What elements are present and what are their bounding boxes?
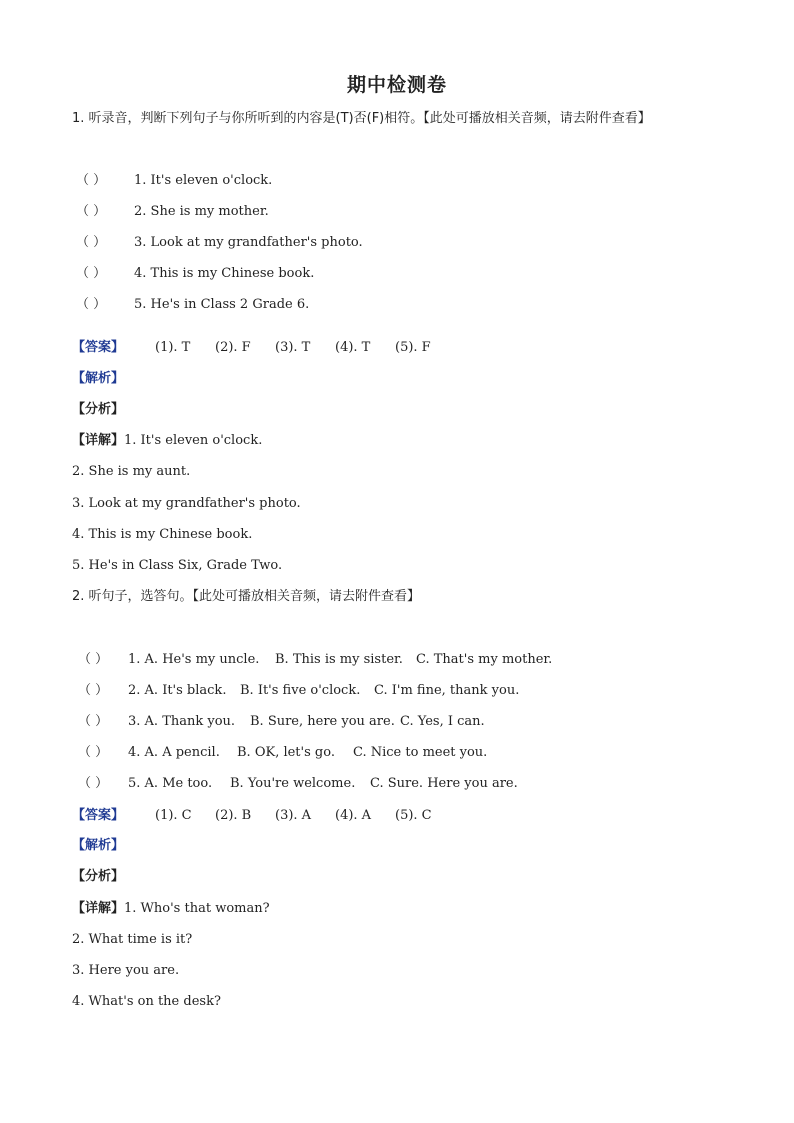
answer-paren[interactable]: （ ） (76, 204, 107, 219)
answer-value: (1). T (155, 340, 191, 355)
option-b: B. OK, let's go. (237, 745, 335, 760)
detail-text: 4. What's on the desk? (72, 994, 221, 1009)
page-title: 期中检测卷 (346, 74, 447, 96)
option-c: C. Sure. Here you are. (370, 776, 518, 791)
q2-answer-row (72, 808, 472, 824)
answer-paren[interactable]: （ ） (78, 714, 109, 729)
option-b: B. This is my sister. (275, 652, 403, 667)
list-item (78, 652, 638, 668)
detail-text: 1. It's eleven o'clock. (124, 433, 263, 448)
answer-value: (3). A (275, 808, 312, 823)
option-a: 1. A. He's my uncle. (128, 652, 260, 667)
option-c: C. I'm fine, thank you. (374, 683, 520, 698)
list-item (78, 683, 638, 699)
detail-tag: 【详解】 (72, 433, 125, 448)
detail-tag: 【详解】 (72, 901, 125, 916)
option-c: C. That's my mother. (416, 652, 553, 667)
answer-paren[interactable]: （ ） (78, 683, 109, 698)
detail-text: 3. Look at my grandfather's photo. (72, 496, 301, 511)
answer-paren[interactable]: （ ） (76, 266, 107, 281)
option-a: 3. A. Thank you. (128, 714, 236, 729)
answer-paren[interactable]: （ ） (76, 173, 107, 188)
detail-text: 3. Here you are. (72, 963, 180, 978)
answer-tag: 【答案】 (72, 340, 125, 355)
q2-heading: 2. 听句子，选答句。【此处可播放相关音频，请去附件查看】 (72, 589, 421, 604)
answer-paren[interactable]: （ ） (76, 297, 107, 312)
detail-text: 2. She is my aunt. (72, 464, 191, 479)
option-a: 4. A. A pencil. (128, 745, 220, 760)
answer-value: (4). A (335, 808, 372, 823)
fenxi-tag: 【分析】 (72, 402, 125, 417)
answer-value: (5). F (395, 340, 431, 355)
option-c: C. Nice to meet you. (353, 745, 488, 760)
option-a: 5. A. Me too. (128, 776, 213, 791)
answer-value: (2). F (215, 340, 251, 355)
list-item (78, 714, 638, 730)
answer-value: (5). C (395, 808, 432, 823)
answer-paren[interactable]: （ ） (76, 235, 107, 250)
item-text: 1. It's eleven o'clock. (134, 173, 273, 188)
detail-text: 2. What time is it? (72, 932, 193, 947)
detail-text: 4. This is my Chinese book. (72, 527, 253, 542)
answer-paren[interactable]: （ ） (78, 745, 109, 760)
detail-text: 5. He's in Class Six, Grade Two. (72, 558, 283, 573)
answer-tag: 【答案】 (72, 808, 125, 823)
q1-answer-row (72, 340, 472, 356)
item-text: 4. This is my Chinese book. (134, 266, 315, 281)
item-text: 5. He's in Class 2 Grade 6. (134, 297, 310, 312)
option-b: B. Sure, here you are. (250, 714, 395, 729)
item-text: 2. She is my mother. (134, 204, 269, 219)
option-a: 2. A. It's black. (128, 683, 227, 698)
option-b: B. It's five o'clock. (240, 683, 361, 698)
answer-value: (3). T (275, 340, 311, 355)
list-item (78, 776, 638, 792)
answer-paren[interactable]: （ ） (78, 652, 109, 667)
list-item (78, 745, 638, 761)
analysis-tag: 【解析】 (72, 838, 125, 853)
detail-row (72, 433, 262, 449)
detail-row (72, 901, 270, 917)
analysis-tag: 【解析】 (72, 371, 125, 386)
answer-value: (2). B (215, 808, 252, 823)
detail-text: 1. Who's that woman? (124, 901, 270, 916)
option-c: C. Yes, I can. (400, 714, 485, 729)
answer-paren[interactable]: （ ） (78, 776, 109, 791)
option-b: B. You're welcome. (230, 776, 356, 791)
item-text: 3. Look at my grandfather's photo. (134, 235, 363, 250)
q1-heading: 1. 听录音，判断下列句子与你所听到的内容是(T)否(F)相符。【此处可播放相关音频，请去附件查看】 (72, 111, 651, 126)
answer-value: (1). C (155, 808, 192, 823)
fenxi-tag: 【分析】 (72, 869, 125, 884)
answer-value: (4). T (335, 340, 371, 355)
